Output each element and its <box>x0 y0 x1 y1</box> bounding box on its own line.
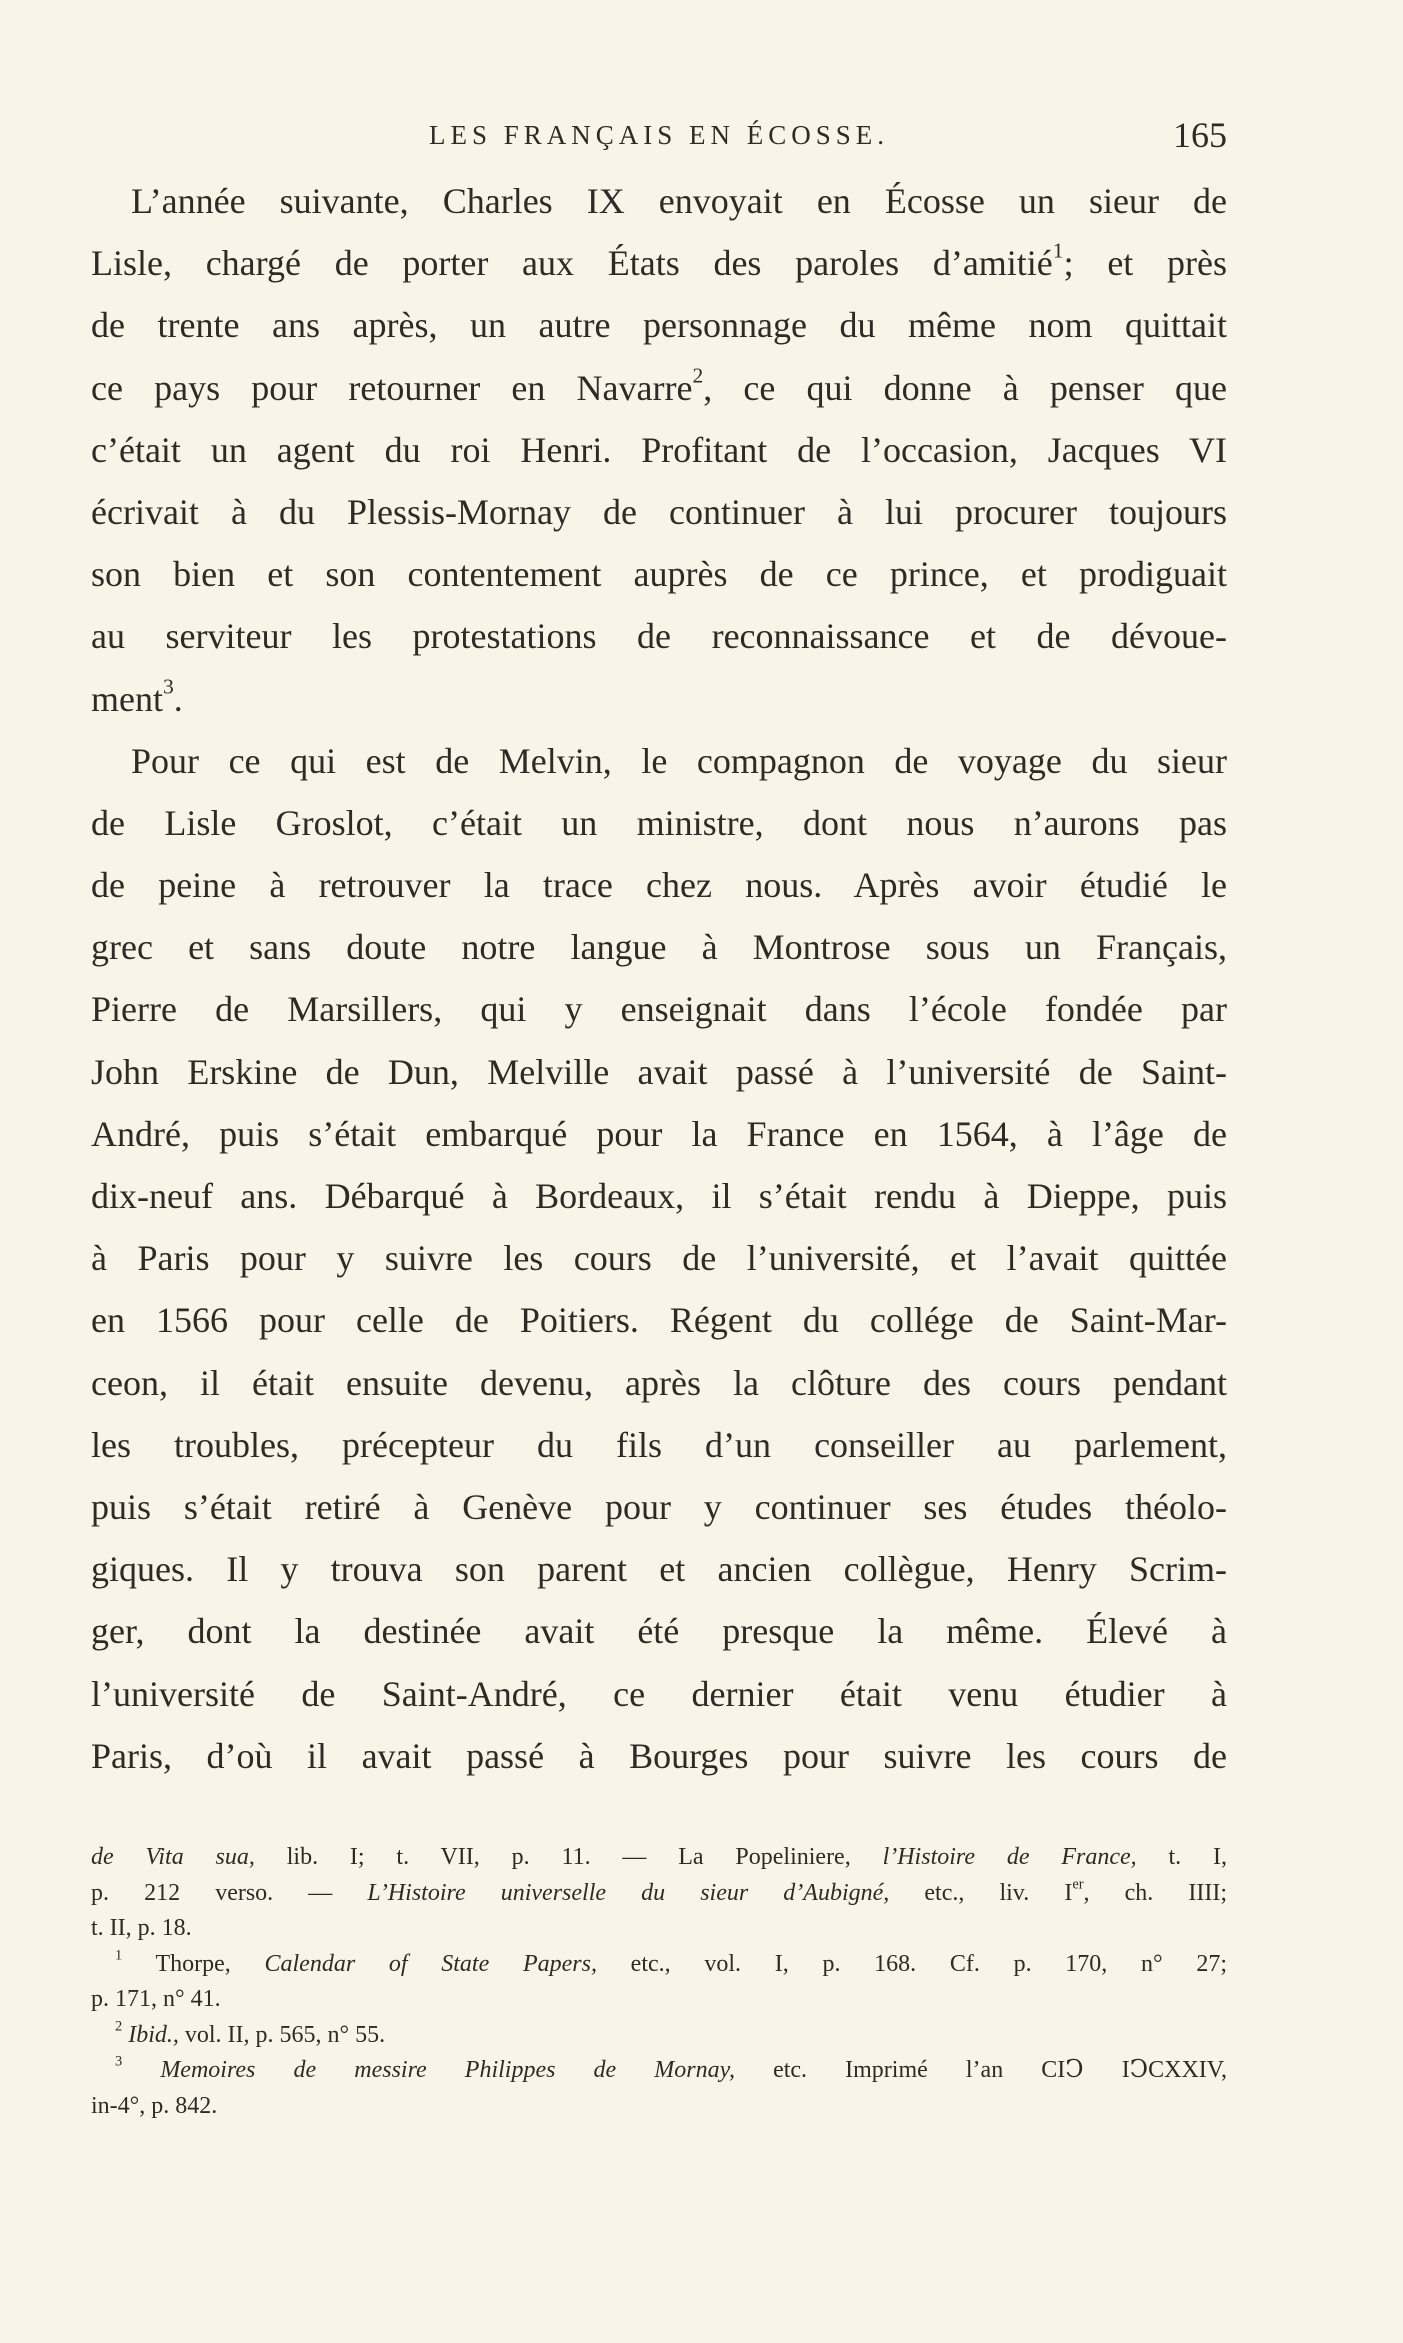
footnote-line: de Vita sua, lib. I; t. VII, p. 11. — La Popeliniere, l’Histoire de France, t. I, <box>91 1844 1227 1870</box>
note-ref: 1 <box>1052 238 1064 263</box>
running-head <box>91 112 1227 162</box>
footnote-mark: 2 <box>115 2017 123 2034</box>
footnote-line: p. 171, n° 41. <box>91 1986 221 2012</box>
footnote-line: t. II, p. 18. <box>91 1915 192 1941</box>
text-line: L’année suivante, Charles IX envoyait en Écosse un sieur de <box>131 181 1227 221</box>
footnote-2: $^2$ Ibid., vol. II, p. 565, n° 55. <box>115 2017 386 2048</box>
footnotes <box>91 1840 1227 2124</box>
text-line: Paris, d’où il avait passé à Bourges pour suivre les cours de <box>91 1735 1227 1776</box>
text-line: André, puis s’était embarqué pour la France en 1564, à l’âge de <box>91 1113 1227 1154</box>
text-line: John Erskine de Dun, Melville avait passé à l’université de Saint- <box>91 1051 1227 1092</box>
footnote-mark: 1 <box>115 1946 123 1963</box>
text-line: ment$^3$. <box>91 674 183 719</box>
running-title: LES FRANÇAIS EN ÉCOSSE. <box>428 120 890 150</box>
text-line: au serviteur les protestations de reconnaissance et de dévoue- <box>91 616 1227 657</box>
text-line: giques. Il y trouva son parent et ancien collègue, Henry Scrim- <box>91 1549 1227 1590</box>
text-line: Pierre de Marsillers, qui y enseignait dans l’école fondée par <box>91 989 1227 1030</box>
text-line: son bien et son contentement auprès de ce prince, et prodiguait <box>91 554 1227 595</box>
text-line: Lisle, chargé de porter aux États des paroles d’amitié$^1$; et près <box>91 238 1227 284</box>
note-ref: 2 <box>692 363 704 388</box>
text-line: de peine à retrouver la trace chez nous. Après avoir étudié le <box>91 865 1227 906</box>
text-line: à Paris pour y suivre les cours de l’université, et l’avait quittée <box>91 1238 1227 1279</box>
text-line: de trente ans après, un autre personnage du même nom quittait <box>91 305 1227 346</box>
text-line: grec et sans doute notre langue à Montrose sous un Français, <box>91 927 1227 968</box>
text-line: en 1566 pour celle de Poitiers. Régent du collége de Saint-Mar- <box>91 1300 1227 1341</box>
text-line: écrivait à du Plessis-Mornay de continuer à lui procurer toujours <box>91 491 1227 532</box>
note-ref: 3 <box>162 674 174 699</box>
text-line: ceon, il était ensuite devenu, après la clôture des cours pendant <box>91 1362 1227 1403</box>
page-number: 165 <box>1173 115 1227 155</box>
text-line: dix-neuf ans. Débarqué à Bordeaux, il s’était rendu à Dieppe, puis <box>91 1176 1227 1216</box>
text-line: ger, dont la destinée avait été presque la même. Élevé à <box>91 1611 1227 1652</box>
footnote-mark: 3 <box>115 2053 123 2070</box>
text-line: puis s’était retiré à Genève pour y continuer ses études théolo- <box>91 1486 1227 1527</box>
text-line: l’université de Saint-André, ce dernier était venu étudier à <box>91 1673 1227 1714</box>
text-line: les troubles, précepteur du fils d’un conseiller au parlement, <box>91 1424 1227 1465</box>
footnote-line: in-4°, p. 842. <box>91 2092 218 2119</box>
text-line: de Lisle Groslot, c’était un ministre, dont nous n’aurons pas <box>91 802 1227 843</box>
text-line: Pour ce qui est de Melvin, le compagnon de voyage du sieur <box>131 740 1227 781</box>
footnote-line: p. 212 verso. — L’Histoire universelle du sieur d’Aubigné, etc., liv. Ier, ch. IIII; <box>91 1875 1228 1906</box>
text-line: ce pays pour retourner en Navarre$^2$, ce qui donne à penser que <box>91 363 1228 408</box>
footnote-3: $^3$ Memoires de messire Philippes de Mornay, etc. Imprimé l’an CIↃ IↃCXXIV, <box>115 2053 1228 2083</box>
footnote-1: $^1$ Thorpe, Calendar of State Papers, etc., vol. I, p. 168. Cf. p. 170, n° 27; <box>115 1946 1227 1977</box>
text-line: c’était un agent du roi Henri. Profitant de l’occasion, Jacques VI <box>91 429 1227 470</box>
main-text <box>91 170 1227 1787</box>
